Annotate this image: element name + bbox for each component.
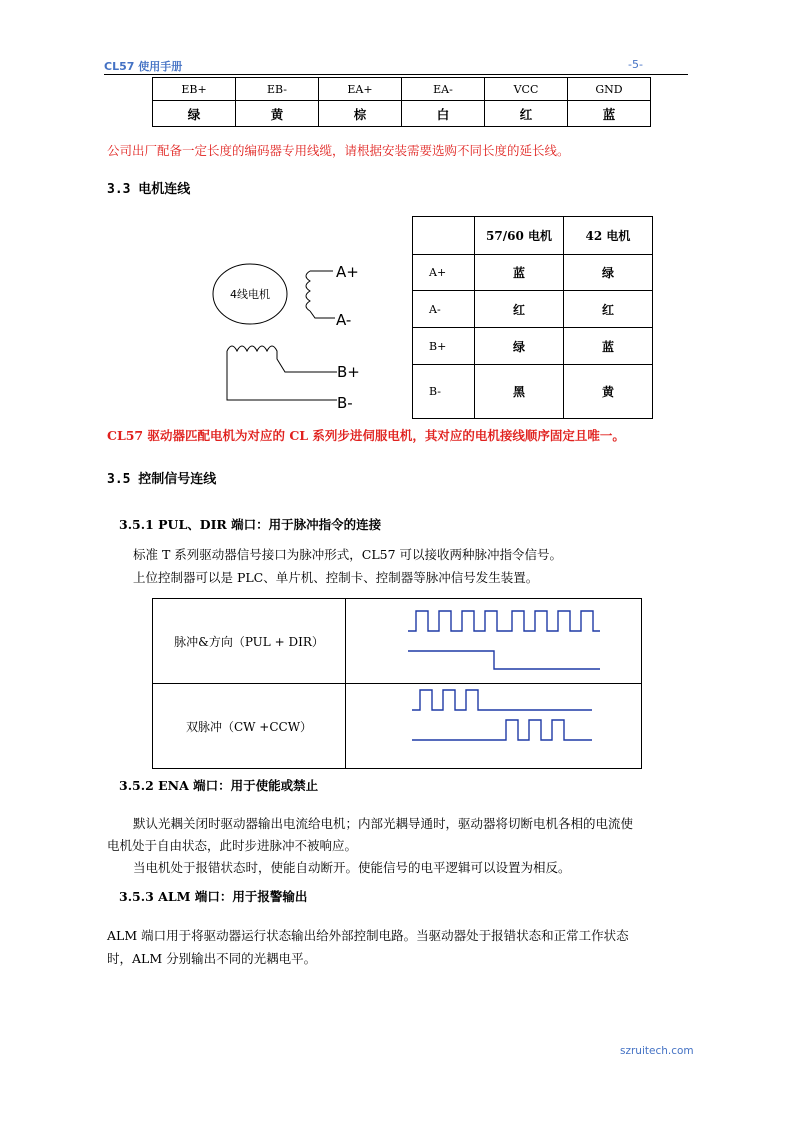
motor-match-note: CL57 驱动器匹配电机为对应的 CL 系列步进伺服电机，其对应的电机接线顺序固定且唯一。 xyxy=(107,428,625,443)
table-cell: 红 xyxy=(485,101,568,127)
paragraph-line: 上位控制器可以是 PLC、单片机、控制卡、控制器等脉冲信号发生装置。 xyxy=(133,570,539,585)
table-cell: EA+ xyxy=(319,78,402,101)
pulse-mode-table xyxy=(152,598,642,769)
table-cell: EB- xyxy=(236,78,319,101)
wire-label-a-plus: A+ xyxy=(336,263,359,281)
table-cell: 蓝 xyxy=(475,255,564,291)
wire-label-a-minus: A- xyxy=(336,311,352,329)
table-cell: 棕 xyxy=(319,101,402,127)
table-row xyxy=(413,365,653,419)
table-cell: B+ xyxy=(413,328,475,365)
footer-url[interactable]: szruitech.com xyxy=(620,1045,694,1057)
table-cell: B- xyxy=(413,365,475,419)
table-cell: 蓝 xyxy=(568,101,651,127)
motor-label: 4线电机 xyxy=(230,288,270,301)
motor-wiring-diagram xyxy=(205,255,380,415)
ccw-signal-trace xyxy=(412,720,592,740)
table-cell: EB+ xyxy=(153,78,236,101)
table-cell: EA- xyxy=(402,78,485,101)
subsection-heading-3-5-3: 3.5.3 ALM 端口：用于报警输出 xyxy=(119,889,308,904)
table-cell: 绿 xyxy=(564,255,653,291)
wire-label-b-minus: B- xyxy=(337,394,353,412)
coil-a xyxy=(306,271,335,318)
table-cell xyxy=(413,217,475,255)
coil-b xyxy=(227,346,337,400)
pul-dir-waveform xyxy=(346,599,641,683)
wire-label-b-plus: B+ xyxy=(337,363,360,381)
encoder-wire-table xyxy=(152,77,651,127)
paragraph-line: ALM 端口用于将驱动器运行状态输出给外部控制电路。当驱动器处于报错状态和正常工作状态 xyxy=(107,928,629,943)
table-cell: A- xyxy=(413,291,475,328)
table-cell: 红 xyxy=(475,291,564,328)
table-cell: 绿 xyxy=(475,328,564,365)
table-cell: 绿 xyxy=(153,101,236,127)
table-cell: 白 xyxy=(402,101,485,127)
table-row xyxy=(413,328,653,365)
encoder-cable-note: 公司出厂配备一定长度的编码器专用线缆，请根据安装需要选购不同长度的延长线。 xyxy=(107,143,570,158)
header-title: CL57 使用手册 xyxy=(104,60,183,73)
waveform-cell xyxy=(346,684,642,769)
table-row xyxy=(153,101,651,127)
page-number: -5- xyxy=(628,58,643,71)
table-row xyxy=(413,217,653,255)
paragraph-line: 标准 T 系列驱动器信号接口为脉冲形式，CL57 可以接收两种脉冲指令信号。 xyxy=(133,547,563,562)
paragraph-line: 电机处于自由状态，此时步进脉冲不被响应。 xyxy=(107,838,358,853)
section-heading-3-5: 3.5 控制信号连线 xyxy=(107,472,217,487)
subsection-heading-3-5-2: 3.5.2 ENA 端口：用于使能或禁止 xyxy=(119,778,319,793)
section-heading-3-3: 3.3 电机连线 xyxy=(107,182,191,197)
dir-signal-trace xyxy=(408,651,600,669)
motor-wire-table xyxy=(412,216,653,419)
mode-label-pul-dir: 脉冲&方向（PUL + DIR） xyxy=(153,599,346,684)
subsection-heading-3-5-1: 3.5.1 PUL、DIR 端口：用于脉冲指令的连接 xyxy=(119,517,382,532)
mode-label-cw-ccw: 双脉冲（CW +CCW） xyxy=(153,684,346,769)
table-cell: 黄 xyxy=(564,365,653,419)
table-cell: 红 xyxy=(564,291,653,328)
paragraph-line: 当电机处于报错状态时，使能自动断开。使能信号的电平逻辑可以设置为相反。 xyxy=(133,860,571,875)
table-header: 42 电机 xyxy=(564,217,653,255)
paragraph-line: 时，ALM 分别输出不同的光耦电平。 xyxy=(107,951,317,966)
paragraph-line: 默认光耦关闭时驱动器输出电流给电机；内部光耦导通时，驱动器将切断电机各相的电流使 xyxy=(133,816,634,831)
table-row xyxy=(413,291,653,328)
table-row xyxy=(153,684,642,769)
table-cell: VCC xyxy=(485,78,568,101)
table-cell: 蓝 xyxy=(564,328,653,365)
table-cell: 黄 xyxy=(236,101,319,127)
table-cell: 黑 xyxy=(475,365,564,419)
table-cell: A+ xyxy=(413,255,475,291)
table-row xyxy=(153,599,642,684)
table-header: 57/60 电机 xyxy=(475,217,564,255)
pul-signal-trace xyxy=(408,611,600,631)
cw-ccw-waveform xyxy=(346,684,641,768)
cw-signal-trace xyxy=(412,690,592,710)
table-cell: GND xyxy=(568,78,651,101)
waveform-cell xyxy=(346,599,642,684)
table-row xyxy=(413,255,653,291)
header-rule xyxy=(104,74,688,75)
table-row xyxy=(153,78,651,101)
